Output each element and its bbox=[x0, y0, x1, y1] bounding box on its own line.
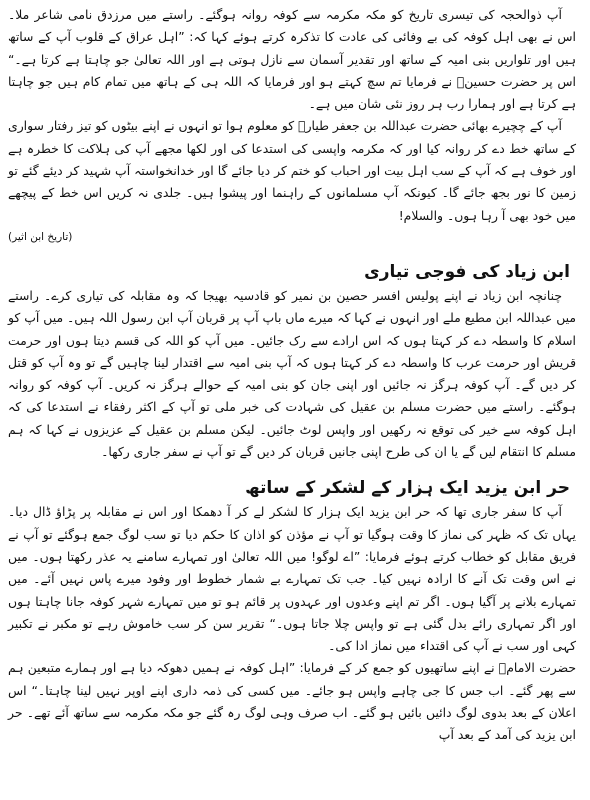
section-heading: حر ابن یزید ایک ہزار کے لشکر کے ساتھ bbox=[245, 478, 570, 499]
body-paragraph: آپ کا سفر جاری تھا کہ حر ابن یزید ایک ہزار کا لشکر لے کر آ دھمکا اور اس نے مقابلہ پر پڑاؤ ڈال دیا۔ یہاں تک کہ ظہر کی نماز کا وقت ہوگیا تو آپ نے مؤذن کو اذان کا حکم دیا تو سب لوگ جمع ہوگئے تو آپ نے فریق مقابل کو خطاب کرتے ہوئے فرمایا: ”اے لوگو! میں اللہ تعالیٰ اور تمہارے سامنے یہ عذر رکھتا ہوں۔ میں نے اس وقت تک آنے کا ارادہ نہیں کیا۔ جب تک تمہارے بے شمار خطوط اور وفود میرے پاس نہیں آئے۔ میں تمہارے بلانے پر آگیا ہوں۔ اگر تم اپنے وعدوں اور عہدوں پر قائم ہو تو میں تمہارے شہر کوفہ جانا چاہتا ہوں اور اگر تمہاری رائے بدل گئی ہے تو واپس چلا جاتا ہوں۔“ تقریر سن کر سب خاموش رہے تو مکبر نے تکبیر کہی اور سب نے آپ کی اقتداء میں نماز ادا کی۔ bbox=[8, 504, 576, 654]
section-heading: ابن زیاد کی فوجی تیاری bbox=[364, 261, 570, 282]
body-paragraph: چنانچہ ابن زیاد نے اپنے پولیس افسر حصین بن نمیر کو قادسیہ بھیجا کہ وہ مقابلہ کی تیاری کرے۔ راستے میں عبداللہ ابن مطیع ملے اور انہوں نے کہا کہ میرے ماں باپ آپ پر قربان آپ ابن رسول اللہ ہیں۔ میں آپ کو اسلام کا واسطہ دے کر کہتا ہوں کہ اس ارادے سے رک جائیں۔ میں آپ کو اللہ کی قسم دیتا ہوں اور حرمت قریش اور حرمت عرب کا واسطہ دے کر کہتا ہوں کہ آپ بنی امیہ سے اقتدار لینا چاہیں گے تو وہ آپ کو قتل کر دیں گے۔ آپ کوفہ ہرگز نہ جائیں اور اپنی جان کو بنی امیہ کے حوالے ہرگز نہ کریں۔ آپ کوفہ کو روانہ ہوگئے۔ راستے میں حضرت مسلم بن عقیل کی شہادت کی خبر ملی تو آپ کے اکثر رفقاء نے استدعا کی کہ اہل کوفہ سے خیر کی توقع نہ رکھیں اور واپس لوٹ جائیں۔ لیکن مسلم بن عقیل کے عزیزوں نے کہا کہ ہم مسلم کا انتقام لیں گے یا ان کی طرح اپنی جانیں قربان کر دیں گے تو آپ نے سفر جاری رکھا۔ bbox=[8, 287, 576, 460]
body-paragraph: حضرت الامامؓ نے اپنے ساتھیوں کو جمع کر کے فرمایا: ”اہل کوفہ نے ہمیں دھوکہ دیا ہے اور ہمارے متبعین ہم سے پھر گئے۔ اب جس کا جی چاہے واپس ہو جائے۔ میں کسی کی ذمہ داری اپنے اوپر نہیں لینا چاہتا۔“ اس اعلان کے بعد بدوی لوگ دائیں بائیں ہو گئے۔ اب صرف وہی لوگ رہ گئے جو مکہ مکرمہ سے ساتھ آئے تھے۔ حر ابن یزید کی آمد کے بعد آپ bbox=[8, 660, 576, 743]
body-paragraph: آپ ذوالحجہ کی تیسری تاریخ کو مکہ مکرمہ سے کوفہ روانہ ہوگئے۔ راستے میں مرزدق نامی شاعر ملا۔ اس نے بھی اہل کوفہ کی بے وفائی کی عادت کا تذکرہ کرتے ہوئے کہا کہ: ”اہل عراق کے قلوب آپ کے ساتھ ہیں اور تلواریں بنی امیہ کے ساتھ اور تقدیر آسمان سے نازل ہوتی ہے اور اللہ تعالیٰ جو چاہتا ہے کرتا ہے۔“ اس پر حضرت حسینؓ نے فرمایا تم سچ کہتے ہو اور فرمایا کہ اللہ ہی کے ہاتھ میں تمام کام ہیں جو چاہتا ہے کرتا ہے اور ہمارا رب ہر روز نئی شان میں ہے۔ bbox=[8, 7, 576, 112]
source-citation: (تاریخ ابن اثیر) bbox=[8, 230, 73, 243]
body-paragraph: آپ کے چچیرے بھائی حضرت عبداللہ بن جعفر طیارؓ کو معلوم ہوا تو انہوں نے اپنے بیٹوں کو تیز رفتار سواری کے ساتھ خط دے کر روانہ کیا اور کہ مکرمہ واپسی کی استدعا کی اور لکھا مجھے آپ کی ہلاکت کا خطرہ ہے اور خوف ہے کہ آپ کے سب اہل بیت اور احباب کو ختم کر دیا جائے گا اور خدانخواستہ آپ شہید کر دیئے گئے تو زمین کا نور بجھ جائے گا۔ کیونکہ آپ مسلمانوں کے راہنما اور پیشوا ہیں۔ جلدی نہ کریں اس خط کے پیچھے میں خود بھی آ رہا ہوں۔ والسلام! bbox=[8, 118, 576, 223]
